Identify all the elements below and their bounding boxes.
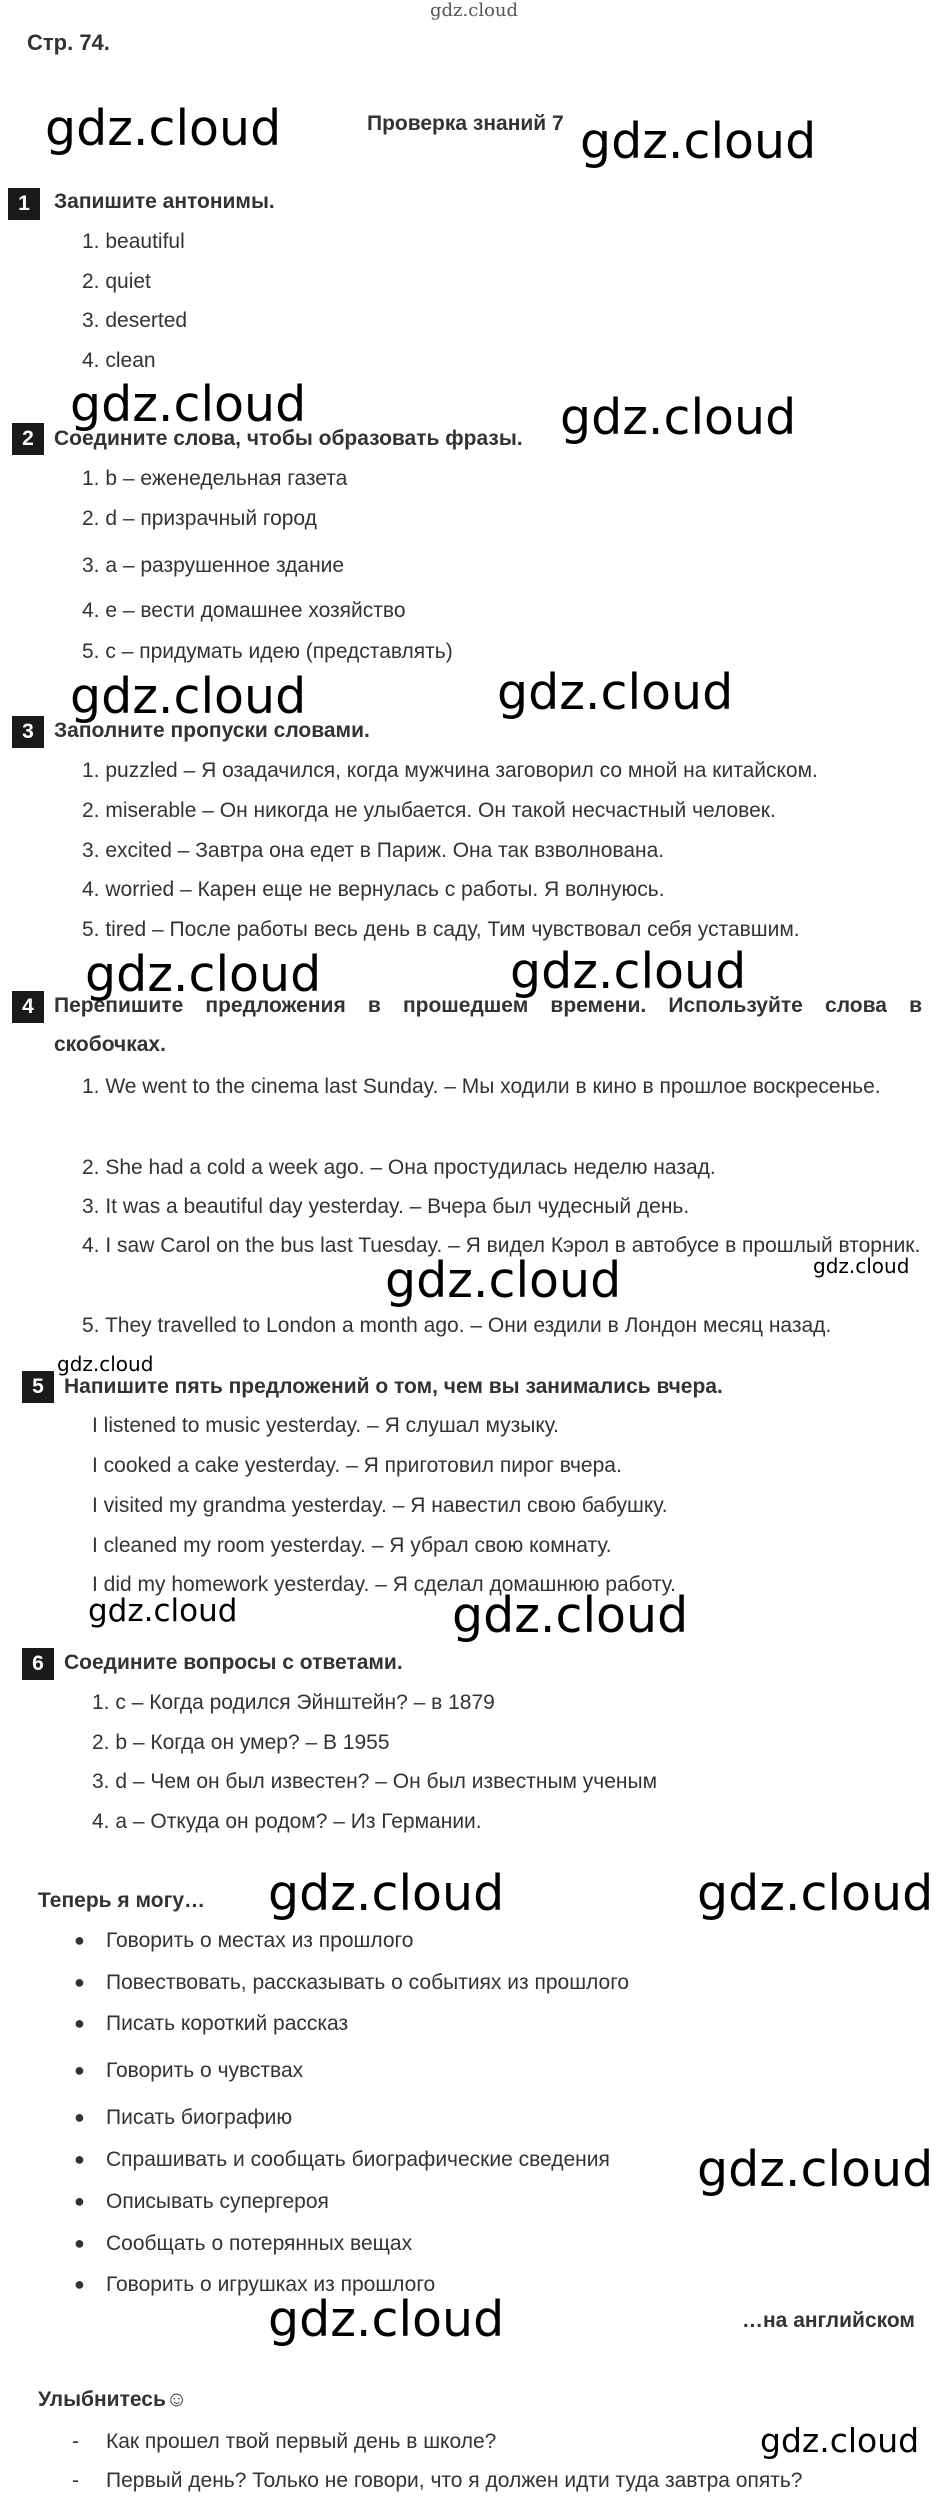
list-item: 1. b – еженедельная газета: [82, 467, 348, 490]
watermark: gdz.cloud: [45, 100, 282, 157]
list-item: Спрашивать и сообщать биографические сведения: [106, 2148, 610, 2171]
bullet: ●: [74, 2149, 85, 2169]
can-do-heading: Теперь я могу…: [38, 1889, 205, 1912]
watermark: gdz.cloud: [497, 664, 734, 721]
list-item: 1. puzzled – Я озадачился, когда мужчина заговорил со мной на китайском.: [82, 759, 818, 782]
list-item: 4. e – вести домашнее хозяйство: [82, 599, 406, 622]
dash: -: [72, 2430, 79, 2453]
section-heading: Перепишите предложения в прошедшем времени. Используйте слова в скобочках.: [54, 994, 922, 1056]
list-item: 4. clean: [82, 349, 156, 372]
bullet: ●: [74, 2013, 85, 2033]
list-item: 5. c – придумать идею (представлять): [82, 640, 453, 663]
section-heading: Соедините вопросы с ответами.: [64, 1651, 403, 1674]
watermark: gdz.cloud: [268, 2291, 505, 2348]
list-item: I cooked a cake yesterday. – Я приготовил пирог вчера.: [92, 1454, 622, 1477]
watermark: gdz.cloud: [813, 1254, 910, 1278]
list-item: Повествовать, рассказывать о событиях из прошлого: [106, 1971, 630, 1994]
section-number: 4: [12, 991, 44, 1023]
dialogue-line: Как прошел твой первый день в школе?: [106, 2430, 497, 2453]
top-watermark: gdz.cloud: [430, 0, 519, 21]
list-item: I visited my grandma yesterday. – Я навестил свою бабушку.: [92, 1494, 668, 1517]
dash: -: [72, 2469, 79, 2492]
list-item: 4. I saw Carol on the bus last Tuesday. – Я видел Кэрол в автобусе в прошлый вторник.: [82, 1234, 921, 1257]
section-heading: Запишите антонимы.: [54, 190, 275, 213]
watermark: gdz.cloud: [560, 389, 797, 446]
section-number: 6: [22, 1648, 54, 1680]
bullet: ●: [74, 2274, 85, 2294]
page-label: Стр. 74.: [27, 30, 110, 55]
watermark: gdz.cloud: [697, 2141, 934, 2198]
watermark: gdz.cloud: [70, 668, 307, 725]
watermark: gdz.cloud: [268, 1865, 505, 1922]
watermark: gdz.cloud: [452, 1587, 689, 1644]
list-item: 3. It was a beautiful day yesterday. – Вчера был чудесный день.: [82, 1195, 690, 1218]
bullet: ●: [74, 2233, 85, 2253]
list-item: 1. beautiful: [82, 230, 185, 253]
list-item: 3. deserted: [82, 309, 188, 332]
list-item: Писать биографию: [106, 2106, 293, 2129]
list-item: 3. a – разрушенное здание: [82, 554, 345, 577]
list-item: 1. c – Когда родился Эйнштейн? – в 1879: [92, 1691, 495, 1714]
list-item: 3. d – Чем он был известен? – Он был известным ученым: [92, 1770, 658, 1793]
watermark: gdz.cloud: [88, 1593, 238, 1629]
list-item: Писать короткий рассказ: [106, 2012, 349, 2035]
watermark: gdz.cloud: [580, 113, 817, 170]
list-item: 2. quiet: [82, 270, 151, 293]
list-item: Говорить о местах из прошлого: [106, 1929, 414, 1952]
section-heading: Напишите пять предложений о том, чем вы занимались вчера.: [64, 1375, 723, 1398]
list-item: Говорить о чувствах: [106, 2059, 304, 2082]
list-item: Описывать супергероя: [106, 2190, 329, 2213]
bullet: ●: [74, 2107, 85, 2127]
can-do-suffix: …на английском: [742, 2309, 915, 2332]
list-item: 3. excited – Завтра она едет в Париж. Она так взволнована.: [82, 839, 665, 862]
bullet: ●: [74, 2191, 85, 2211]
section-number: 2: [12, 423, 44, 455]
list-item: 4. worried – Карен еще не вернулась с работы. Я волнуюсь.: [82, 878, 665, 901]
list-item: Сообщать о потерянных вещах: [106, 2232, 413, 2255]
dialogue-line: Первый день? Только не говори, что я должен идти туда завтра опять?: [106, 2469, 803, 2492]
bullet: ●: [74, 1972, 85, 1992]
page-title: Проверка знаний 7: [367, 112, 564, 135]
list-item: 5. tired – После работы весь день в саду, Тим чувствовал себя уставшим.: [82, 918, 800, 941]
watermark: gdz.cloud: [385, 1252, 622, 1309]
list-item: I listened to music yesterday. – Я слушал музыку.: [92, 1414, 559, 1437]
list-item: 2. d – призрачный город: [82, 507, 317, 530]
section-heading: Заполните пропуски словами.: [54, 719, 370, 742]
section-heading: Соедините слова, чтобы образовать фразы.: [54, 427, 523, 450]
bullet: ●: [74, 1930, 85, 1950]
watermark: gdz.cloud: [760, 2421, 920, 2460]
list-item: 4. a – Откуда он родом? – Из Германии.: [92, 1810, 482, 1833]
list-item: 1. We went to the cinema last Sunday. – Мы ходили в кино в прошлое воскресенье.: [82, 1075, 881, 1098]
section-number: 1: [8, 188, 40, 220]
list-item: I cleaned my room yesterday. – Я убрал свою комнату.: [92, 1534, 612, 1557]
section-number: 5: [22, 1371, 54, 1403]
list-item: Говорить о игрушках из прошлого: [106, 2273, 436, 2296]
watermark: gdz.cloud: [57, 1352, 154, 1376]
watermark: gdz.cloud: [85, 946, 322, 1003]
watermark: gdz.cloud: [70, 376, 307, 433]
list-item: 5. They travelled to London a month ago. – Они ездили в Лондон месяц назад.: [82, 1314, 832, 1337]
list-item: 2. She had a cold a week ago. – Она простудилась неделю назад.: [82, 1156, 716, 1179]
bullet: ●: [74, 2060, 85, 2080]
watermark: gdz.cloud: [510, 943, 747, 1000]
list-item: 2. miserable – Он никогда не улыбается. Он такой несчастный человек.: [82, 799, 776, 822]
watermark: gdz.cloud: [697, 1865, 934, 1922]
smile-heading: Улыбнитесь☺: [38, 2388, 188, 2411]
list-item: 2. b – Когда он умер? – В 1955: [92, 1731, 390, 1754]
list-item: I did my homework yesterday. – Я сделал домашнюю работу.: [92, 1573, 677, 1596]
section-number: 3: [12, 716, 44, 748]
